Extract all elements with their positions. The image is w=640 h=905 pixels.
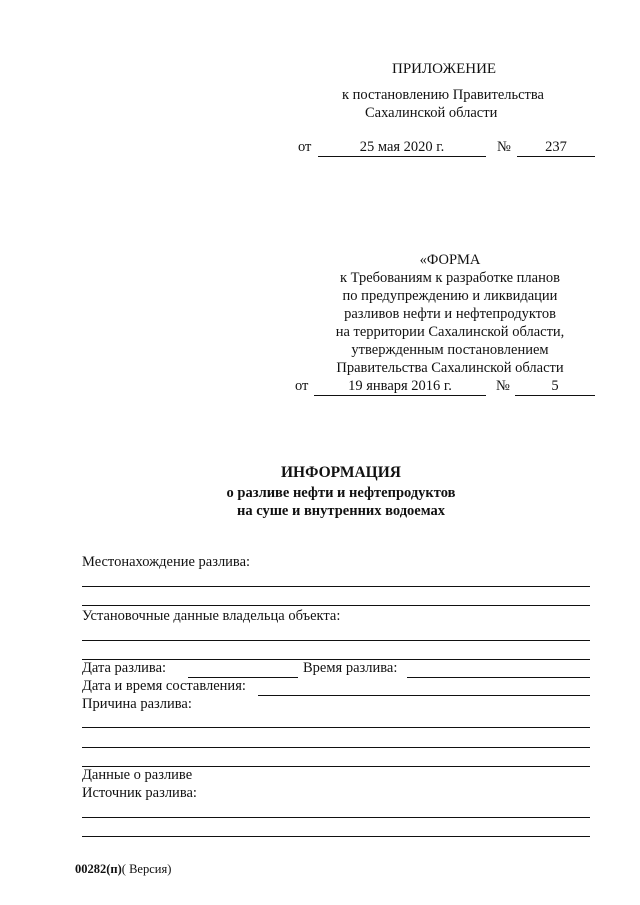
- footer-code: 00282(п): [75, 862, 122, 876]
- source-line-1: [82, 817, 590, 818]
- form-header-line-1: к Требованиям к разработке планов: [340, 270, 560, 286]
- source-line-2: [82, 836, 590, 837]
- location-line-2: [82, 605, 590, 606]
- document-subtitle-2: на суше и внутренних водоемах: [236, 503, 446, 519]
- owner-label: Установочные данные владельца объекта:: [82, 608, 341, 624]
- spill-time-label: Время разлива:: [303, 660, 398, 676]
- spill-time-line: [407, 677, 590, 678]
- form-header-line-6: Правительства Сахалинской области: [336, 360, 564, 376]
- appendix-line-1: к постановлению Правительства: [342, 87, 544, 103]
- form-from-label: от: [295, 378, 309, 394]
- spill-date-label: Дата разлива:: [82, 660, 167, 676]
- compiled-line: [258, 695, 590, 696]
- location-label: Местонахождение разлива:: [82, 554, 251, 570]
- compiled-label: Дата и время составления:: [82, 678, 246, 694]
- form-header-line-0: «ФОРМА: [419, 252, 481, 268]
- form-date: 19 января 2016 г.: [348, 378, 452, 394]
- spill-data-label: Данные о разливе: [82, 767, 193, 783]
- owner-line-1: [82, 640, 590, 641]
- document-title: ИНФОРМАЦИЯ: [281, 464, 401, 481]
- cause-label: Причина разлива:: [82, 696, 192, 712]
- source-label: Источник разлива:: [82, 785, 197, 801]
- appendix-date: 25 мая 2020 г.: [359, 139, 445, 155]
- form-header-line-2: по предупреждению и ликвидации: [342, 288, 558, 304]
- cause-line-2: [82, 747, 590, 748]
- footer-version: ( Версия): [121, 862, 172, 876]
- form-number: 5: [551, 378, 559, 394]
- form-header-line-5: утвержденным постановлением: [351, 342, 549, 358]
- appendix-number-label: №: [497, 139, 511, 155]
- appendix-number: 237: [545, 139, 567, 155]
- form-number-label: №: [496, 378, 510, 394]
- form-header-line-3: разливов нефти и нефтепродуктов: [344, 306, 556, 322]
- appendix-title: ПРИЛОЖЕНИЕ: [392, 61, 497, 77]
- location-line-1: [82, 586, 590, 587]
- document-subtitle-1: о разливе нефти и нефтепродуктов: [226, 485, 456, 501]
- form-header-line-4: на территории Сахалинской области,: [335, 324, 565, 340]
- appendix-line-2: Сахалинской области: [365, 105, 498, 121]
- cause-line-1: [82, 727, 590, 728]
- appendix-from-label: от: [298, 139, 312, 155]
- footer: [75, 862, 171, 877]
